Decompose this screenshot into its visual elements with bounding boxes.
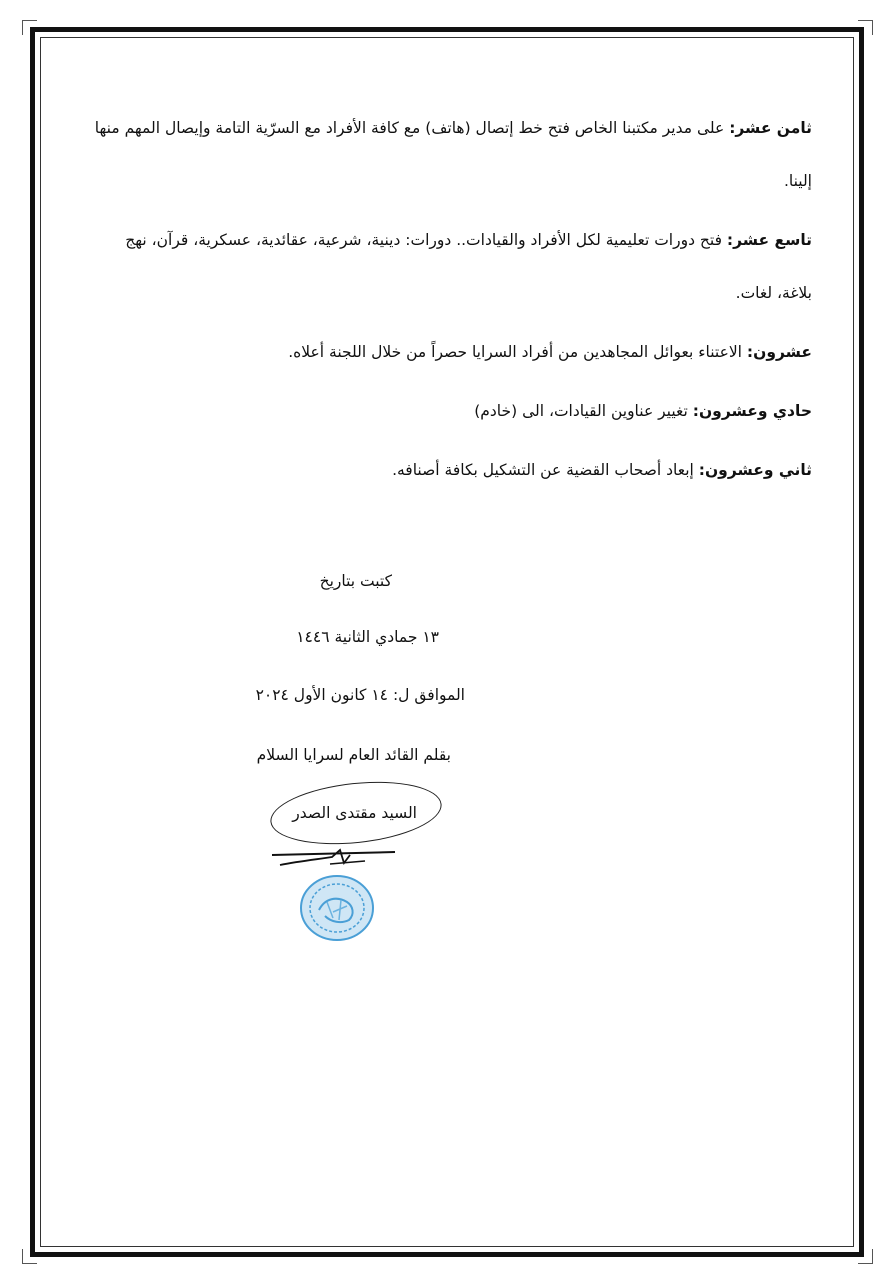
clause-label: تاسع عشر: — [726, 231, 812, 249]
clause-text: الاعتناء بعوائل المجاهدين من أفراد السرايا حصراً من خلال اللجنة أعلاه. — [288, 343, 747, 361]
clause-text: على مدير مكتبنا الخاص فتح خط إتصال (هاتف) مع كافة الأفراد مع السرّية التامة وإيصال المهم منها إلينا. — [94, 119, 812, 190]
clause-text: تغيير عناوين القيادات، الى (خادم) — [474, 402, 693, 420]
gregorian-date: الموافق ل: ١٤ كانون الأول ٢٠٢٤ — [255, 686, 465, 704]
clause-text: فتح دورات تعليمية لكل الأفراد والقيادات.. دورات: دينية، شرعية، عقائدية، عسكرية، قرآن، نهج بلاغة، لغات. — [125, 231, 812, 302]
handwritten-signature — [270, 835, 400, 875]
clause-21 — [92, 385, 812, 438]
official-seal-icon — [297, 872, 377, 944]
clause-22 — [92, 444, 812, 497]
clauses-list — [92, 102, 812, 503]
clause-text: إبعاد أصحاب القضية عن التشكيل بكافة أصنافه. — [392, 461, 699, 479]
written-on-label: كتبت بتاريخ — [319, 572, 392, 590]
clause-18 — [92, 102, 812, 208]
clause-label: عشرون: — [746, 343, 812, 361]
clause-label: ثامن عشر: — [729, 119, 812, 137]
clause-19 — [92, 214, 812, 320]
signatory-name: السيد مقتدى الصدر — [292, 804, 417, 822]
clause-label: حادي وعشرون: — [692, 402, 812, 420]
clause-20 — [92, 326, 812, 379]
signed-by-title: بقلم القائد العام لسرايا السلام — [256, 746, 451, 764]
clause-label: ثاني وعشرون: — [698, 461, 812, 479]
hijri-date: ١٣ جمادي الثانية ١٤٤٦ — [296, 628, 439, 646]
